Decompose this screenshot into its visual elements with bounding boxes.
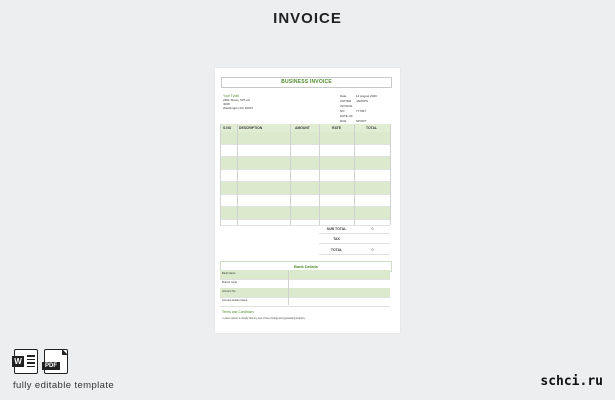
editable-caption: fully editable template	[13, 380, 115, 391]
invoice-preview	[215, 68, 400, 333]
column-header-rate: RATE	[332, 126, 341, 130]
table-row	[220, 195, 390, 208]
document-lines-icon	[27, 355, 35, 369]
bank-row-label: Account Holder Name	[222, 299, 248, 302]
company-name: Your Tvotli	[223, 94, 239, 98]
meta-row	[340, 114, 377, 124]
table-row	[220, 157, 390, 170]
bank-row	[220, 297, 390, 307]
meta-value: SPORT	[356, 118, 367, 123]
table-row	[220, 170, 390, 183]
word-badge: W	[12, 356, 24, 367]
meta-value: 14 August 2020	[356, 94, 377, 98]
table-row	[220, 207, 390, 220]
invoice-header: BUSINESS INVOICE	[221, 77, 392, 88]
pdf-badge: PDF	[42, 362, 60, 370]
pdf-file-icon	[44, 349, 68, 374]
brand-watermark: schci.ru	[540, 374, 603, 389]
bank-details-header: Bank Details	[220, 261, 392, 272]
meta-value: JAROPS	[356, 98, 369, 103]
table-row	[220, 145, 390, 158]
company-address-line: 4028	[223, 102, 230, 106]
bank-row-label: Bank Name	[222, 272, 236, 275]
company-block	[223, 94, 253, 110]
table-divider	[290, 124, 291, 225]
totals-divider	[319, 233, 390, 234]
column-header-amount: AMOUNT	[295, 126, 310, 130]
page-corner-icon	[62, 349, 68, 355]
column-header-sno: S.NO	[223, 126, 232, 130]
table-divider	[390, 124, 391, 225]
totals-divider	[319, 254, 390, 255]
table-divider	[220, 124, 221, 225]
bank-row-label: Account No	[222, 290, 236, 293]
subtotal-label: SUB TOTAL	[326, 227, 347, 231]
company-address-line: 2301 Street, 507 ext	[223, 98, 251, 102]
word-file-icon	[14, 349, 38, 374]
meta-row	[340, 104, 377, 114]
bank-row-label: Branch Code	[222, 281, 238, 284]
invoice-meta	[340, 94, 377, 123]
page-title: INVOICE	[273, 10, 342, 27]
meta-value: 777067	[356, 108, 367, 113]
table-row	[220, 182, 390, 195]
meta-label: INVOICE NO	[340, 103, 353, 113]
company-address-line: Washington DC 20007	[223, 106, 254, 110]
table-divider	[319, 124, 320, 225]
meta-label: DATE OF DUE	[340, 113, 353, 123]
table-row	[220, 132, 390, 145]
totals-divider	[319, 243, 390, 244]
total-label: TOTAL	[330, 248, 343, 252]
tax-label: TAX	[333, 237, 340, 241]
terms-text: • Lorem ipsum is simply dummy text of the printing and typesetting industry.	[222, 317, 306, 320]
meta-label: Date	[340, 94, 347, 98]
terms-title: Terms and Conditions	[222, 310, 254, 314]
column-header-description: DESCRIPTION	[239, 126, 263, 130]
table-row	[220, 220, 390, 226]
column-header-total: TOTAL	[366, 126, 377, 130]
table-divider	[354, 124, 355, 225]
bank-divider	[288, 270, 289, 305]
total-value: 0	[371, 248, 374, 252]
table-divider	[237, 124, 238, 225]
subtotal-value: 0	[371, 227, 374, 231]
meta-label: UNITED	[340, 98, 352, 103]
